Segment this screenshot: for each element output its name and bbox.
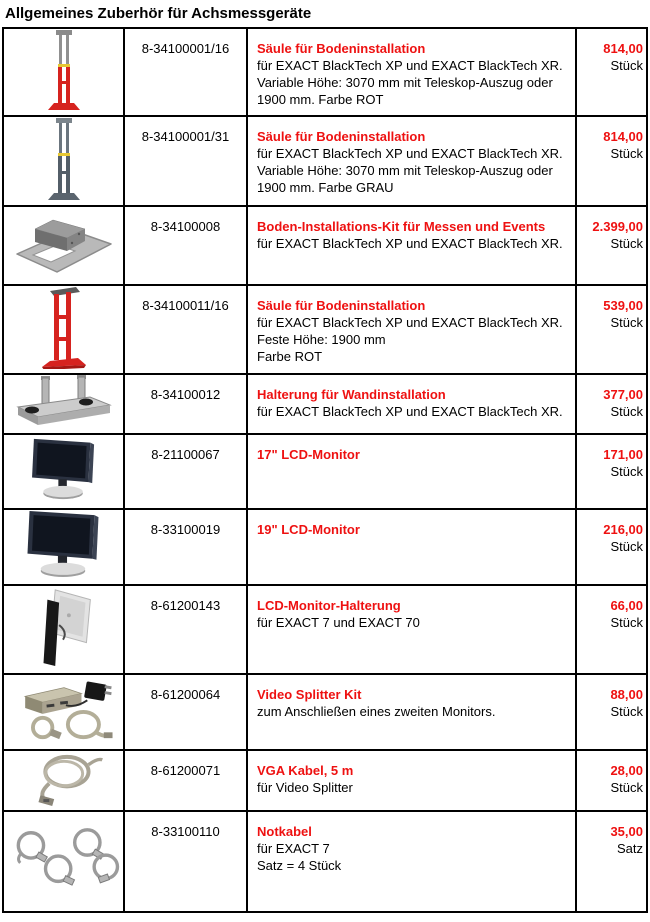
price-unit: Stück xyxy=(610,236,643,251)
price-cell xyxy=(577,510,646,584)
article-number: 8-34100012 xyxy=(125,375,248,433)
price-cell xyxy=(577,207,646,284)
product-description-line: für EXACT BlackTech XP und EXACT BlackTech XR. xyxy=(257,58,563,73)
table-row xyxy=(4,286,646,375)
product-image-cell xyxy=(4,117,125,205)
product-name: Notkabel xyxy=(257,824,312,839)
product-description-cell xyxy=(248,29,577,115)
price-cell xyxy=(577,751,646,810)
product-name: Säule für Bodeninstallation xyxy=(257,298,426,313)
price-unit: Stück xyxy=(610,704,643,719)
table-row xyxy=(4,510,646,586)
price-unit: Stück xyxy=(610,539,643,554)
catalog-table xyxy=(2,27,648,913)
product-description-line: für EXACT BlackTech XP und EXACT BlackTech XR. xyxy=(257,315,563,330)
product-description-line: für EXACT 7 und EXACT 70 xyxy=(257,615,420,630)
price-value: 2.399,00 xyxy=(592,219,643,234)
price-cell xyxy=(577,29,646,115)
product-image-cell xyxy=(4,29,125,115)
price-unit: Stück xyxy=(610,146,643,161)
article-number: 8-33100019 xyxy=(125,510,248,584)
product-image-telescopic-column-gray xyxy=(42,117,86,205)
product-image-video-splitter-kit xyxy=(12,677,116,748)
table-row xyxy=(4,751,646,812)
product-description-line: 1900 mm. Farbe GRAU xyxy=(257,180,394,195)
price-value: 814,00 xyxy=(603,41,643,56)
product-description-line: 1900 mm. Farbe ROT xyxy=(257,92,384,107)
price-cell xyxy=(577,286,646,373)
article-number: 8-61200143 xyxy=(125,586,248,673)
price-cell xyxy=(577,586,646,673)
product-description-cell xyxy=(248,207,577,284)
page-title: Allgemeines Zuberhör für Achsmessgeräte xyxy=(5,5,312,22)
article-number: 8-61200071 xyxy=(125,751,248,810)
product-image-cell xyxy=(4,286,125,373)
product-description-line: für EXACT 7 xyxy=(257,841,330,856)
product-image-cell xyxy=(4,675,125,749)
table-row xyxy=(4,812,646,911)
price-value: 66,00 xyxy=(610,598,643,613)
table-row xyxy=(4,586,646,675)
product-description-line: Variable Höhe: 3070 mm mit Teleskop-Auszug oder xyxy=(257,163,553,178)
price-value: 171,00 xyxy=(603,447,643,462)
price-cell xyxy=(577,675,646,749)
article-number: 8-34100011/16 xyxy=(125,286,248,373)
price-value: 88,00 xyxy=(610,687,643,702)
product-description-line: Farbe ROT xyxy=(257,349,323,364)
product-description-line: für EXACT BlackTech XP und EXACT BlackTech XR. xyxy=(257,236,563,251)
price-cell xyxy=(577,117,646,205)
product-description-line: Satz = 4 Stück xyxy=(257,858,342,873)
product-image-cell xyxy=(4,207,125,284)
product-description-cell xyxy=(248,675,577,749)
product-description-line: Variable Höhe: 3070 mm mit Teleskop-Auszug oder xyxy=(257,75,553,90)
product-description-cell xyxy=(248,751,577,810)
product-description-cell xyxy=(248,435,577,508)
price-unit: Stück xyxy=(610,58,643,73)
price-value: 377,00 xyxy=(603,387,643,402)
product-image-cell xyxy=(4,375,125,433)
product-description-line: für Video Splitter xyxy=(257,780,353,795)
product-image-lcd-monitor-17 xyxy=(17,436,111,507)
table-row xyxy=(4,435,646,510)
product-description-cell xyxy=(248,510,577,584)
article-number: 8-34100008 xyxy=(125,207,248,284)
price-unit: Stück xyxy=(610,615,643,630)
table-row xyxy=(4,675,646,751)
product-image-wall-bracket xyxy=(12,375,116,433)
product-name: Halterung für Wandinstallation xyxy=(257,387,446,402)
product-image-floor-installation-kit xyxy=(9,208,119,283)
product-name: Säule für Bodeninstallation xyxy=(257,41,426,56)
article-number: 8-34100001/16 xyxy=(125,29,248,115)
price-value: 216,00 xyxy=(603,522,643,537)
product-description-cell xyxy=(248,375,577,433)
price-unit: Stück xyxy=(610,315,643,330)
product-description-cell xyxy=(248,812,577,911)
price-value: 814,00 xyxy=(603,129,643,144)
product-description-line: zum Anschließen eines zweiten Monitors. xyxy=(257,704,496,719)
product-name: 19" LCD-Monitor xyxy=(257,522,360,537)
article-number: 8-61200064 xyxy=(125,675,248,749)
product-description-line: für EXACT BlackTech XP und EXACT BlackTech XR. xyxy=(257,404,563,419)
product-name: Säule für Bodeninstallation xyxy=(257,129,426,144)
product-name: Boden-Installations-Kit für Messen und Events xyxy=(257,219,546,234)
price-unit: Stück xyxy=(610,464,643,479)
product-name: 17" LCD-Monitor xyxy=(257,447,360,462)
price-cell xyxy=(577,812,646,911)
product-name: LCD-Monitor-Halterung xyxy=(257,598,401,613)
article-number: 8-34100001/31 xyxy=(125,117,248,205)
price-value: 35,00 xyxy=(610,824,643,839)
price-cell xyxy=(577,435,646,508)
product-image-cell xyxy=(4,586,125,673)
table-row xyxy=(4,29,646,117)
table-row xyxy=(4,375,646,435)
product-description-cell xyxy=(248,117,577,205)
price-unit: Satz xyxy=(616,841,643,856)
product-description-line: Feste Höhe: 1900 mm xyxy=(257,332,386,347)
product-image-vga-cable xyxy=(19,751,109,810)
product-image-cell xyxy=(4,435,125,508)
article-number: 8-21100067 xyxy=(125,435,248,508)
product-description-cell xyxy=(248,586,577,673)
product-image-telescopic-column-red xyxy=(42,29,86,115)
product-image-cell xyxy=(4,751,125,810)
product-image-lcd-monitor-19 xyxy=(13,510,115,584)
product-image-cell xyxy=(4,510,125,584)
product-description-cell xyxy=(248,286,577,373)
table-row xyxy=(4,117,646,207)
price-unit: Stück xyxy=(610,404,643,419)
price-cell xyxy=(577,375,646,433)
product-image-emergency-cable-set xyxy=(8,824,120,899)
product-image-cell xyxy=(4,812,125,911)
table-row xyxy=(4,207,646,286)
product-image-fixed-column-red xyxy=(36,286,92,373)
product-description-line: für EXACT BlackTech XP und EXACT BlackTech XR. xyxy=(257,146,563,161)
price-value: 28,00 xyxy=(610,763,643,778)
price-unit: Stück xyxy=(610,780,643,795)
article-number: 8-33100110 xyxy=(125,812,248,911)
product-name: Video Splitter Kit xyxy=(257,687,362,702)
product-image-monitor-mount xyxy=(29,586,99,673)
price-value: 539,00 xyxy=(603,298,643,313)
product-name: VGA Kabel, 5 m xyxy=(257,763,354,778)
